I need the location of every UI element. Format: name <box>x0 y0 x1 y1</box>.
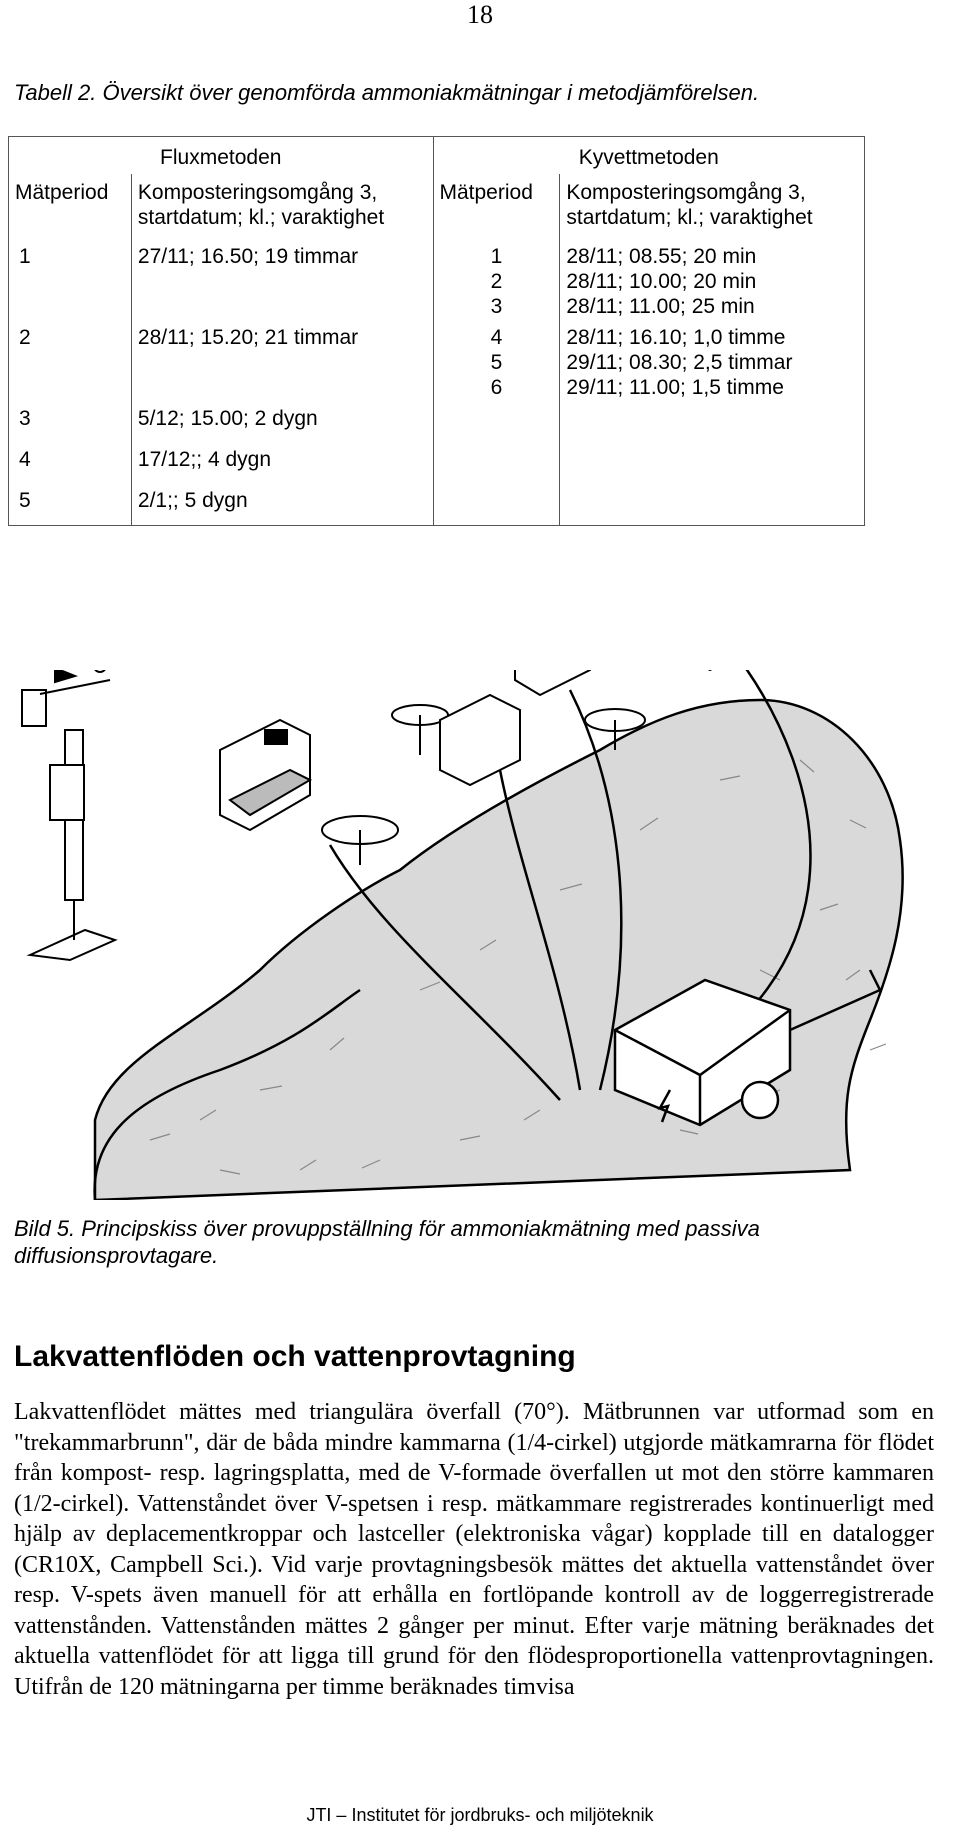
col-header-kyv-period: Mätperiod <box>433 174 560 240</box>
compost-pile <box>95 700 903 1200</box>
flux-value-cell: 17/12;; 4 dygn <box>131 441 433 482</box>
group-header-flux: Fluxmetoden <box>9 137 434 175</box>
table-row <box>9 240 865 319</box>
kyv-value-cell: 28/11; 08.55; 20 min 28/11; 10.00; 20 min 28/11; 11.00; 25 min <box>560 240 865 319</box>
figure-caption: Bild 5. Principskiss över provuppställning för ammoniakmätning med passiva diffusionsprovtagare. <box>14 1216 760 1268</box>
flux-chamber <box>220 720 310 830</box>
column-header-row <box>9 174 865 240</box>
flux-value-cell: 27/11; 16.50; 19 timmar <box>131 240 433 319</box>
group-header-kyvett: Kyvettmetoden <box>433 137 865 175</box>
flux-value-cell: 28/11; 15.20; 21 timmar <box>131 319 433 400</box>
flux-period-cell: 1 <box>19 245 31 268</box>
flux-period-cell: 5 <box>19 489 31 512</box>
table-row <box>9 319 865 400</box>
flux-value-cell: 2/1;; 5 dygn <box>131 482 433 526</box>
setup-illustration <box>0 670 960 1200</box>
table-row <box>9 441 865 482</box>
flux-value-cell: 5/12; 15.00; 2 dygn <box>131 400 433 441</box>
group-header-row <box>9 137 865 175</box>
flux-period-cell: 3 <box>19 407 31 430</box>
page-footer: JTI – Institutet för jordbruks- och miljöteknik <box>306 1805 654 1825</box>
col-header-flux-period: Mätperiod <box>9 174 132 240</box>
flux-period-cell: 4 <box>19 448 31 471</box>
flux-period-cell: 2 <box>19 326 31 349</box>
table-row <box>9 482 865 526</box>
kyv-period-cell: 1 2 3 <box>433 240 560 319</box>
section-heading: Lakvattenflöden och vattenprovtagning <box>14 1340 576 1373</box>
weather-mast <box>22 670 115 960</box>
table-row <box>9 400 865 441</box>
kyv-value-cell: 28/11; 16.10; 1,0 timme 29/11; 08.30; 2,5 timmar 29/11; 11.00; 1,5 timme <box>560 319 865 400</box>
table-caption: Tabell 2. Översikt över genomförda ammoniakmätningar i metodjämförelsen. <box>14 80 760 105</box>
kyv-period-cell: 4 5 6 <box>433 319 560 400</box>
page-number: 18 <box>467 0 493 29</box>
col-header-flux-value: Komposteringsomgång 3, startdatum; kl.; varaktighet <box>131 174 433 240</box>
col-header-kyv-value: Komposteringsomgång 3, startdatum; kl.; varaktighet <box>560 174 865 240</box>
overview-table <box>8 136 865 526</box>
body-paragraph: Lakvattenflödet mättes med triangulära överfall (70°). Mätbrunnen var utformad som en "trekammarbrunn", där de båda mindre kammarna (1/4-cirkel) utgjorde mätkamrarna för flödet från kompost- resp. lagringsplatta, med de V-formade överfallen ut mot den större kammaren (1/2-cirkel). Vattenståndet över V-spetsen i resp. mätkammare registrerades kontinuerligt med hjälp av deplacementkroppar och lastceller (elektroniska vågar) kopplade till en datalogger (CR10X, Campbell Sci.). Vid varje provtagningsbesök mättes det aktuella vattenståndet över resp. V-spets även manuell för att erhålla en fortlöpande kontroll av de loggerregistrerade vattenstånden. Vattenstånden mättes 2 gånger per minut. Efter varje mätning beräknades det aktuella vattenflödet för att ligga till grund för den flödesproportionella vattenprovtagningen. Utifrån de 120 mätningarna per timme beräknades timvisa <box>14 1399 934 1700</box>
